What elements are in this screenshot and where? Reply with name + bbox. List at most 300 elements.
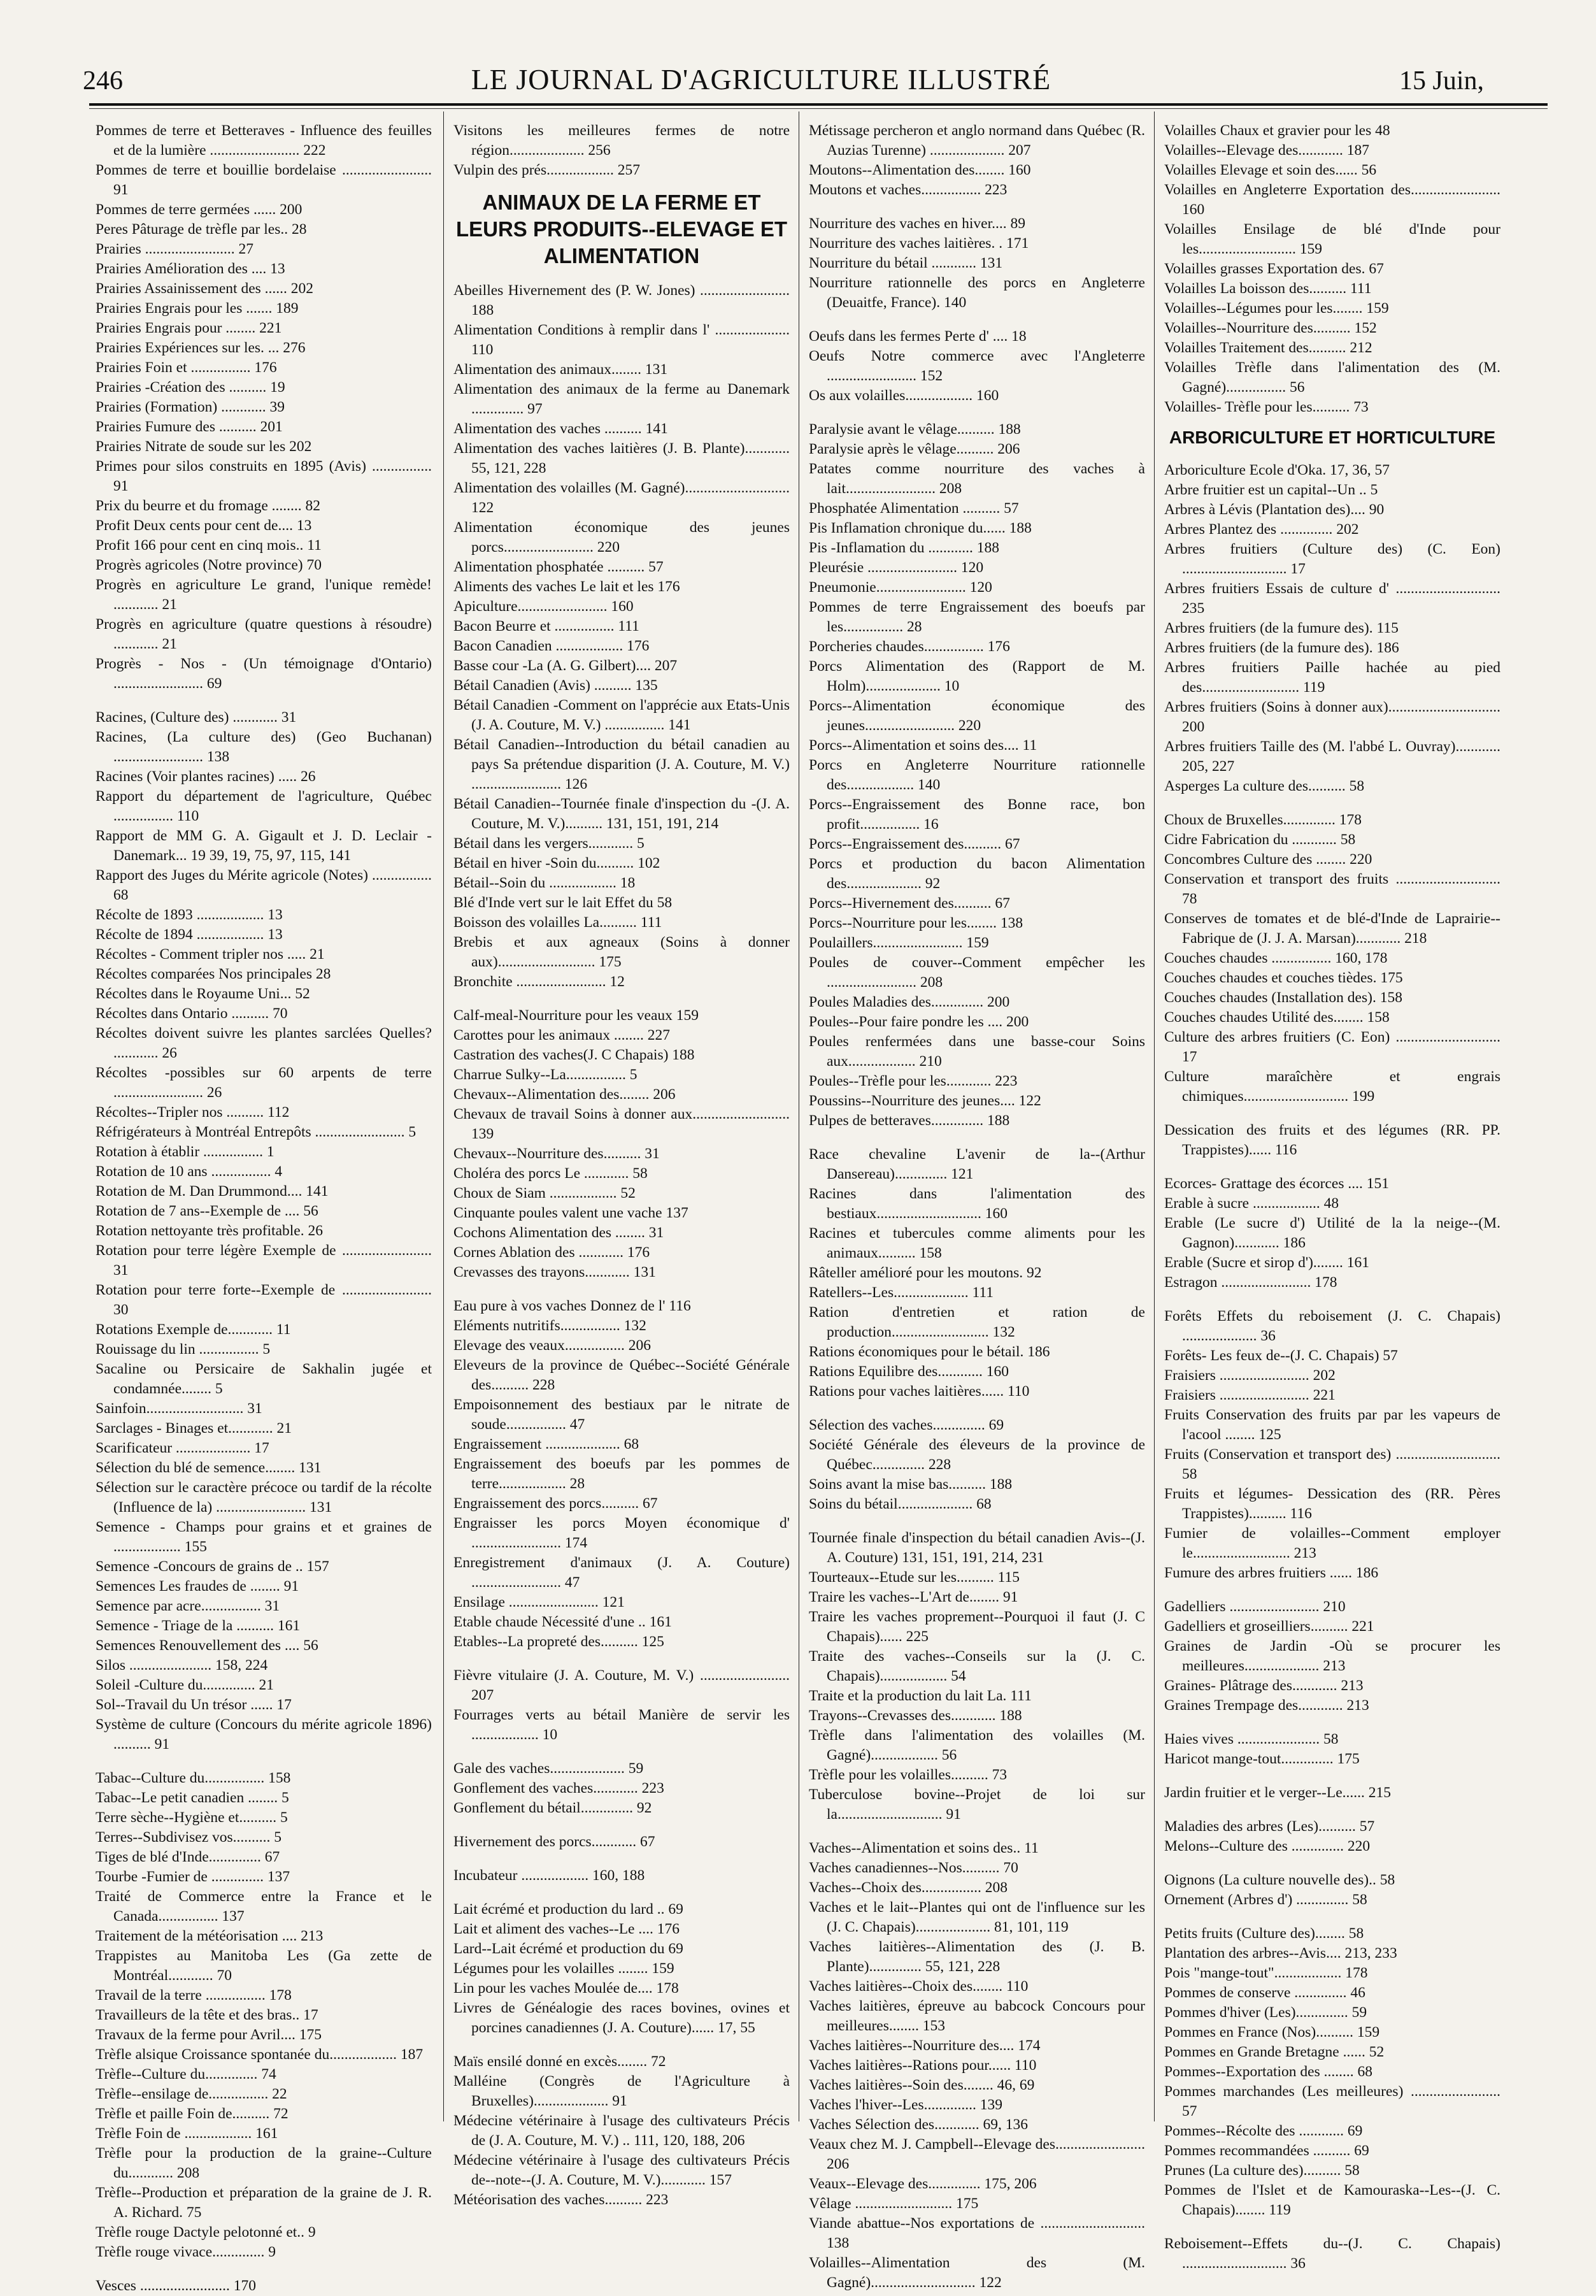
page-number: 246 (83, 66, 123, 96)
index-entry: Arbres Plantez des .............. 202 (1164, 521, 1359, 538)
index-entry: Engraisser les porcs Moyen économique d' ........................ 174 (453, 1515, 790, 1551)
section-spacer (1164, 1910, 1500, 1924)
index-entry: Prairies Expériences sur les. ... 276 (96, 340, 306, 356)
section-spacer (809, 1131, 1145, 1145)
index-entry: Trèfle et paille Foin de.......... 72 (96, 2106, 289, 2122)
index-entry: Rotation de M. Dan Drummond.... 141 (96, 1183, 329, 1200)
index-entry: Alimentation des vaches laitières (J. B. Plante)............ 55, 121, 228 (453, 440, 790, 477)
index-entry: Racines et tubercules comme aliments pour les animaux.......... 158 (809, 1225, 1145, 1261)
index-entry: Etable chaude Nécessité d'une .. 161 (453, 1614, 672, 1630)
index-entry: Cinquante poules valent une vache 137 (453, 1205, 688, 1221)
index-entry: Bacon Canadien .................. 176 (453, 638, 650, 654)
index-entry: Pommes de conserve .............. 46 (1164, 1984, 1365, 2001)
index-entry: Ecorces- Grattage des écorces .... 151 (1164, 1175, 1389, 1192)
index-entry: Profit 166 pour cent en cinq mois.. 11 (96, 537, 322, 554)
section-heading: ANIMAUX DE LA FERME ET LEURS PRODUITS--ELEVAGE ET ALIMENTATION (455, 190, 788, 268)
index-entry: Traire les vaches proprement--Pourquoi il faut (J. C Chapais)...... 225 (809, 1609, 1145, 1645)
index-entry: Pommes de terre et Betteraves - Influence des feuilles et de la lumière ........................ 222 (96, 122, 432, 159)
index-entry: Pommes de terre germées ...... 200 (96, 201, 303, 218)
index-entry: Récolte de 1894 .................. 13 (96, 926, 283, 943)
index-entry: Progrès agricoles (Notre province) 70 (96, 557, 322, 573)
index-entry: Crevasses des trayons............ 131 (453, 1264, 656, 1281)
index-entry: Rotation pour terre légère Exemple de ........................ 31 (96, 1242, 432, 1279)
index-entry: Rotation de 10 ans ................ 4 (96, 1163, 283, 1180)
index-entry: Rotations Exemple de............ 11 (96, 1321, 291, 1338)
index-entry: Incubateur .................. 160, 188 (453, 1867, 645, 1884)
index-entry: Traité de Commerce entre la France et le Canada................ 137 (96, 1888, 432, 1925)
index-entry: Semences Les fraudes de ........ 91 (96, 1578, 299, 1595)
index-entry: Engraissement des porcs.......... 67 (453, 1495, 658, 1512)
index-entry: Vaches laitières--Alimentation des (J. B. Plante).............. 55, 121, 228 (809, 1939, 1145, 1975)
index-entry: Forêts Effets du reboisement (J. C. Chapais) .................... 36 (1164, 1308, 1500, 1344)
index-entry: Sol--Travail du Un trésor ...... 17 (96, 1697, 292, 1713)
index-entry: Blé d'Inde vert sur le lait Effet du 58 (453, 894, 673, 911)
section-spacer (809, 1825, 1145, 1839)
index-entry: Fumure des arbres fruitiers ...... 186 (1164, 1565, 1379, 1581)
index-entry: Semence par acre................ 31 (96, 1598, 280, 1614)
section-spacer (1164, 1856, 1500, 1870)
index-entry: Alimentation des vaches .......... 141 (453, 420, 668, 437)
index-entry: Carottes pour les animaux ........ 227 (453, 1027, 671, 1044)
index-entry: Rotation de 7 ans--Exemple de .... 56 (96, 1203, 318, 1219)
index-entry: Paralysie avant le vêlage.......... 188 (809, 421, 1021, 438)
index-entry: Graines- Plâtrage des............ 213 (1164, 1677, 1364, 1694)
index-entry: Veaux chez M. J. Campbell--Elevage des........................ 206 (809, 2136, 1145, 2172)
index-entry: Fruits et légumes- Dessication des (RR. Pères Trappistes).......... 116 (1164, 1486, 1500, 1522)
index-entry: Choux de Bruxelles.............. 178 (1164, 812, 1362, 828)
index-entry: Légumes pour les volailles ........ 159 (453, 1960, 674, 1977)
index-entry: Porcs Alimentation des (Rapport de M. Holm).................... 10 (809, 658, 1145, 694)
index-entry: Alimentation des animaux de la ferme au Danemark .............. 97 (453, 381, 790, 417)
index-entry: Viande abattue--Nos exportations de ............................ 138 (809, 2215, 1145, 2251)
index-entry: Rations pour vaches laitières...... 110 (809, 1383, 1030, 1400)
index-entry: Oeufs Notre commerce avec l'Angleterre ........................ 152 (809, 348, 1145, 384)
index-entry: Haricot mange-tout.............. 175 (1164, 1751, 1360, 1767)
index-entry: Bétail dans les vergers............ 5 (453, 835, 645, 852)
index-entry: Semence - Triage de la .......... 161 (96, 1618, 301, 1634)
index-entry: Vêlage .......................... 175 (809, 2195, 979, 2212)
index-entry: Arbres fruitiers (de la fumure des). 186 (1164, 640, 1399, 656)
index-entry: Vaches et le lait--Plantes qui ont de l'influence sur les (J. C. Chapais).................... 81, 101, 119 (809, 1899, 1145, 1935)
index-entry: Volailles Chaux et gravier pour les 48 (1164, 122, 1390, 139)
index-entry: Sélection des vaches.............. 69 (809, 1417, 1004, 1433)
index-entry: Fruits Conservation des fruits par par les vapeurs de l'acool ........ 125 (1164, 1407, 1500, 1443)
index-entry: Os aux volailles.................. 160 (809, 387, 999, 404)
index-entry: Alimentation des animaux........ 131 (453, 361, 668, 378)
index-entry: Estragon ........................ 178 (1164, 1274, 1337, 1291)
index-entry: Rapport des Juges du Mérite agricole (Notes) ................ 68 (96, 867, 432, 903)
section-spacer (1164, 1803, 1500, 1817)
index-entry: Récoltes - Comment tripler nos ..... 21 (96, 946, 325, 963)
index-entry: Couches chaudes ................ 160, 178 (1164, 950, 1388, 966)
index-entry: Prairies Nitrate de soude sur les 202 (96, 438, 312, 455)
index-entry: Pommes--Récolte des ............ 69 (1164, 2123, 1363, 2139)
section-spacer (96, 2262, 432, 2276)
index-entry: Rations économiques pour le bétail. 186 (809, 1344, 1050, 1360)
index-entry: Eau pure à vos vaches Donnez de l' 116 (453, 1298, 691, 1314)
column-divider (443, 111, 444, 2121)
index-entry: Primes pour silos construits en 1895 (Avis) ................ 91 (96, 458, 432, 494)
index-entry: Nourriture des vaches laitières. . 171 (809, 235, 1029, 252)
section-spacer (1164, 1583, 1500, 1597)
index-entry: Progrès en agriculture Le grand, l'unique remède! ............ 21 (96, 577, 432, 613)
index-entry: Gadelliers et groseilliers.......... 221 (1164, 1618, 1374, 1635)
index-entry: Paralysie après le vêlage.......... 206 (809, 441, 1020, 457)
index-entry: Semences Renouvellement des .... 56 (96, 1637, 318, 1654)
index-entry: Vaches--Choix des................ 208 (809, 1879, 1008, 1896)
section-spacer (1164, 1716, 1500, 1730)
index-entry: Volailles Ensilage de blé d'Inde pour les.......................... 159 (1164, 221, 1500, 257)
index-entry: Médecine vétérinaire à l'usage des cultivateurs Précis de (J. A. Couture, M. V.) .. 111, 120, 188, 206 (453, 2113, 790, 2149)
index-entry: Phosphatée Alimentation .......... 57 (809, 500, 1019, 517)
index-entry: Trèfle Foin de .................. 161 (96, 2125, 278, 2142)
index-entry: Volailles--Alimentation des (M. Gagné)............................ 122 (809, 2255, 1145, 2291)
index-entry: Tiges de blé d'Inde.............. 67 (96, 1849, 280, 1865)
index-entry: Arbres fruitiers Paille hachée au pied des.......................... 119 (1164, 659, 1500, 696)
section-spacer (809, 1402, 1145, 1416)
index-entry: Trèfle--Production et préparation de la graine de J. R. A. Richard. 75 (96, 2185, 432, 2221)
index-entry: Forêts- Les feux de--(J. C. Chapais) 57 (1164, 1347, 1398, 1364)
index-entry: Basse cour -La (A. G. Gilbert).... 207 (453, 657, 678, 674)
index-entry: Prairies Assainissement des ...... 202 (96, 280, 314, 297)
index-entry: Poulaillers........................ 159 (809, 935, 989, 951)
index-entry: Récoltes doivent suivre les plantes sarclées Quelles? ............ 26 (96, 1025, 432, 1061)
index-entry: Visitons les meilleures fermes de notre région.................... 256 (453, 122, 790, 159)
index-entry: Couches chaudes et couches tièdes. 175 (1164, 970, 1403, 986)
index-entry: Pommes de terre Engraissement des boeufs par les................ 28 (809, 599, 1145, 635)
index-entry: Sacaline ou Persicaire de Sakhalin jugée et condamnée........ 5 (96, 1361, 432, 1397)
index-entry: Fraisiers ........................ 221 (1164, 1387, 1336, 1403)
index-entry: Arbres fruitiers (Culture des) (C. Eon) ............................ 17 (1164, 541, 1500, 577)
index-entry: Tuberculose bovine--Projet de loi sur la............................ 91 (809, 1786, 1145, 1823)
index-entry: Poules Maladies des.............. 200 (809, 994, 1010, 1010)
index-entry: Pneumonie........................ 120 (809, 579, 992, 596)
index-entry: Bétail en hiver -Soin du.......... 102 (453, 855, 660, 872)
index-entry: Aliments des vaches Le lait et les 176 (453, 578, 680, 595)
index-entry: Sainfoin.......................... 31 (96, 1400, 262, 1417)
index-entry: Bétail--Soin du .................. 18 (453, 875, 636, 891)
index-entry: Silos ...................... 158, 224 (96, 1657, 268, 1674)
section-spacer (96, 694, 432, 708)
index-entry: Sélection sur le caractère précoce ou tardif de la récolte (Influence de la) ........................ 131 (96, 1479, 432, 1516)
index-entry: Soins avant la mise bas.......... 188 (809, 1476, 1013, 1493)
index-entry: Haies vives ...................... 58 (1164, 1731, 1339, 1747)
section-spacer (809, 200, 1145, 214)
index-entry: Jardin fruitier et le verger--Le...... 215 (1164, 1784, 1392, 1801)
index-entry: Lait et aliment des vaches--Le .... 176 (453, 1921, 680, 1937)
index-entry: Racines (Voir plantes racines) ..... 26 (96, 768, 316, 785)
index-entry: Trèfle--Culture du.............. 74 (96, 2066, 276, 2083)
index-entry: Lard--Lait écrémé et production du 69 (453, 1941, 683, 1957)
section-spacer (1164, 1293, 1500, 1307)
index-entry: Pommes en Grande Bretagne ...... 52 (1164, 2044, 1385, 2060)
index-entry: Rations Equilibre des............ 160 (809, 1363, 1009, 1380)
index-entry: Pommes--Exportation des ........ 68 (1164, 2063, 1373, 2080)
index-entry: Petits fruits (Culture des)........ 58 (1164, 1925, 1364, 1942)
index-entry: Poules de couver--Comment empêcher les ........................ 208 (809, 954, 1145, 991)
index-entry: Arbres fruitiers Essais de culture d' ............................ 235 (1164, 580, 1500, 617)
section-heading: ARBORICULTURE ET HORTICULTURE (1169, 427, 1496, 447)
index-entry: Société Générale des éleveurs de la province de Québec.............. 228 (809, 1437, 1145, 1473)
journal-title: LE JOURNAL D'AGRICULTURE ILLUSTRÉ (471, 63, 1051, 96)
index-entry: Nourriture du bétail ............ 131 (809, 255, 1003, 271)
index-entry: Prairies Fumure des .......... 201 (96, 419, 283, 435)
index-entry: Poules renfermées dans une basse-cour Soins aux.................. 210 (809, 1033, 1145, 1070)
index-entry: Arboriculture Ecole d'Oka. 17, 36, 57 (1164, 462, 1390, 478)
index-entry: Bronchite ........................ 12 (453, 973, 625, 990)
index-entry: Trèfle--ensilage de................ 22 (96, 2086, 287, 2102)
index-entry: Tabac--Le petit canadien ........ 5 (96, 1790, 289, 1806)
index-entry: Peres Pâturage de trèfle par les.. 28 (96, 221, 307, 238)
index-entry: Volailles en Angleterre Exportation des........................ 160 (1164, 182, 1500, 218)
index-entry: Lait écrémé et production du lard .. 69 (453, 1901, 683, 1918)
index-entry: Engraissement des boeufs par les pommes de terre.................. 28 (453, 1456, 790, 1492)
index-entry: Bétail Canadien--Introduction du bétail canadien au pays Sa prétendue disparition (J. A. Couture, M. V.) ........................ 126 (453, 736, 790, 793)
index-entry: Tourteaux--Etude sur les.......... 115 (809, 1569, 1020, 1586)
index-entry: Récolte de 1893 .................. 13 (96, 907, 283, 923)
index-entry: Tourbe -Fumier de .............. 137 (96, 1869, 290, 1885)
index-entry: Ratellers--Les.................... 111 (809, 1284, 994, 1301)
index-entry: Récoltes dans le Royaume Uni... 52 (96, 986, 310, 1002)
index-entry: Livres de Généalogie des races bovines, ovines et porcines canadiennes (J. A. Couture)...... 17, 55 (453, 2000, 790, 2036)
index-entry: Porcs--Hivernement des.......... 67 (809, 895, 1010, 912)
index-entry: Semence - Champs pour grains et et graines de .................. 155 (96, 1519, 432, 1555)
index-entry: Bétail Canadien -Comment on l'apprécie aux Etats-Unis (J. A. Couture, M. V.) ................ 141 (453, 697, 790, 733)
index-entry: Asperges La culture des.......... 58 (1164, 778, 1365, 794)
index-entry: Fraisiers ........................ 202 (1164, 1367, 1336, 1384)
section-spacer (1164, 1160, 1500, 1174)
index-entry: Scarificateur .................... 17 (96, 1440, 269, 1456)
index-entry: Etables--La propreté des.......... 125 (453, 1633, 664, 1650)
index-entry: Volailles grasses Exportation des. 67 (1164, 261, 1384, 277)
index-entry: Pommes d'hiver (Les).............. 59 (1164, 2004, 1367, 2021)
index-entry: Prairies Engrais pour ........ 221 (96, 320, 282, 336)
index-entry: Pommes recommandées .......... 69 (1164, 2142, 1369, 2159)
index-entry: Poules--Trèfle pour les............ 223 (809, 1073, 1018, 1089)
index-entry: Cochons Alimentation des ........ 31 (453, 1224, 664, 1241)
index-entry: Alimentation phosphatée .......... 57 (453, 559, 664, 575)
index-entry: Météorisation des vaches.......... 223 (453, 2192, 669, 2208)
section-spacer (809, 406, 1145, 420)
index-entry: Gale des vaches.................... 59 (453, 1760, 644, 1777)
index-entry: Progrès en agriculture (quatre questions à résoudre) ............ 21 (96, 616, 432, 652)
index-entry: Bacon Beurre et ................ 111 (453, 618, 639, 635)
index-entry: Traite et la production du lait La. 111 (809, 1688, 1032, 1704)
index-entry: Porcs--Nourriture pour les........ 138 (809, 915, 1023, 931)
index-entry: Arbres à Lévis (Plantation des).... 90 (1164, 501, 1385, 518)
index-entry: Vaches laitières--Soin des........ 46, 69 (809, 2077, 1035, 2093)
index-entry: Porcs--Alimentation économique des jeunes........................ 220 (809, 698, 1145, 734)
index-entry: Nourriture des vaches en hiver.... 89 (809, 215, 1025, 232)
index-entry: Alimentation des volailles (M. Gagné)............................ 122 (453, 480, 790, 516)
index-entry: Récoltes dans Ontario .......... 70 (96, 1005, 288, 1022)
index-entry: Râteller amélioré pour les moutons. 92 (809, 1265, 1042, 1281)
index-entry: Poules--Pour faire pondre les .... 200 (809, 1014, 1029, 1030)
index-entry: Maladies des arbres (Les).......... 57 (1164, 1818, 1375, 1835)
index-entry: Charrue Sulky--La................ 5 (453, 1066, 638, 1083)
index-entry: Moutons et vaches................ 223 (809, 182, 1008, 198)
index-entry: Fourrages verts au bétail Manière de servir les .................. 10 (453, 1707, 790, 1743)
index-column-1 (96, 121, 432, 2294)
index-entry: Récoltes--Tripler nos .......... 112 (96, 1104, 290, 1121)
index-entry: Choux de Siam .................. 52 (453, 1185, 636, 1202)
section-spacer (453, 1818, 790, 1832)
section-spacer (453, 1852, 790, 1866)
index-entry: Volailles--Nourriture des.......... 152 (1164, 320, 1377, 336)
index-entry: Trèfle rouge Dactyle pelotonné et.. 9 (96, 2224, 316, 2241)
index-entry: Sarclages - Binages et............ 21 (96, 1420, 292, 1437)
index-entry: Trèfle alsique Croissance spontanée du.................. 187 (96, 2046, 424, 2063)
index-entry: Apiculture........................ 160 (453, 598, 634, 615)
index-entry: Travaux de la ferme pour Avril.... 175 (96, 2027, 322, 2043)
index-entry: Pommes de terre et bouillie bordelaise ........................ 91 (96, 162, 432, 198)
index-entry: Gadelliers ........................ 210 (1164, 1598, 1346, 1615)
index-entry: Trèfle pour la production de la graine--Culture du............ 208 (96, 2145, 432, 2181)
index-entry: Pis Inflamation chronique du...... 188 (809, 520, 1032, 536)
index-entry: Fièvre vitulaire (J. A. Couture, M. V.) ........................ 207 (453, 1667, 790, 1704)
index-entry: Arbres fruitiers (de la fumure des). 115 (1164, 620, 1399, 636)
index-entry: Elevage des veaux................ 206 (453, 1337, 651, 1354)
index-entry: Alimentation économique des jeunes porcs........................ 220 (453, 519, 790, 556)
section-spacer (809, 313, 1145, 327)
index-entry: Volailles Trèfle dans l'alimentation des (M. Gagné)................ 56 (1164, 359, 1500, 396)
index-entry: Alimentation Conditions à remplir dans l' .................... 110 (453, 322, 790, 358)
index-entry: Volailles--Elevage des............ 187 (1164, 142, 1369, 159)
index-entry: Vesces ........................ 170 (96, 2278, 256, 2294)
index-entry: Couches chaudes (Installation des). 158 (1164, 989, 1402, 1006)
index-entry: Culture maraîchère et engrais chimiques............................ 199 (1164, 1068, 1500, 1105)
index-entry: Traire les vaches--L'Art de........ 91 (809, 1589, 1018, 1605)
index-entry: Graines Trempage des............ 213 (1164, 1697, 1369, 1714)
index-entry: Porcs et production du bacon Alimentation des.................... 92 (809, 856, 1145, 892)
index-entry: Rotation à établir ................ 1 (96, 1144, 274, 1160)
index-entry: Boisson des volailles La.......... 111 (453, 914, 662, 931)
column-divider (1154, 111, 1155, 2121)
section-spacer (96, 1754, 432, 1769)
index-entry: Récoltes -possibles sur 60 arpents de terre ........................ 26 (96, 1065, 432, 1101)
index-entry: Profit Deux cents pour cent de.... 13 (96, 517, 312, 534)
index-entry: Pommes marchandes (Les meilleures) ........................ 57 (1164, 2083, 1500, 2120)
index-entry: Vulpin des prés.................. 257 (453, 162, 640, 178)
index-entry: Vaches l'hiver--Les.............. 139 (809, 2097, 1002, 2113)
index-entry: Couches chaudes Utilité des........ 158 (1164, 1009, 1390, 1026)
index-entry: Porcs--Engraissement des.......... 67 (809, 836, 1020, 852)
index-entry: Veaux--Elevage des.............. 175, 206 (809, 2176, 1037, 2192)
index-entry: Reboisement--Effets du--(J. C. Chapais) ............................ 36 (1164, 2235, 1500, 2272)
index-entry: Vaches--Alimentation et soins des.. 11 (809, 1840, 1039, 1856)
index-entry: Brebis et aux agneaux (Soins à donner aux).......................... 175 (453, 934, 790, 970)
index-entry: Poussins--Nourriture des jeunes.... 122 (809, 1093, 1041, 1109)
index-entry: Volailles La boisson des.......... 111 (1164, 280, 1372, 297)
index-entry: Castration des vaches(J. C Chapais) 188 (453, 1047, 695, 1063)
index-entry: Rouissage du lin ................ 5 (96, 1341, 271, 1358)
index-entry: Culture des arbres fruitiers (C. Eon) ............................ 17 (1164, 1029, 1500, 1065)
index-entry: Ornement (Arbres d') .............. 58 (1164, 1891, 1367, 1908)
index-entry: Système de culture (Concours du mérite agricole 1896) .......... 91 (96, 1716, 432, 1753)
index-entry: Volailles Elevage et soin des...... 56 (1164, 162, 1377, 178)
issue-date: 15 Juin, (1399, 66, 1484, 96)
index-entry: Arbre fruitier est un capital--Un .. 5 (1164, 482, 1378, 498)
index-entry: Plantation des arbres--Avis.... 213, 233 (1164, 1945, 1397, 1962)
index-entry: Vaches laitières--Choix des........ 110 (809, 1978, 1029, 1995)
index-entry: Réfrigérateurs à Montréal Entrepôts ........................ 5 (96, 1124, 417, 1140)
index-entry: Porcs--Engraissement des Bonne race, bon profit................ 16 (809, 796, 1145, 833)
index-entry: Soins du bétail.................... 68 (809, 1496, 992, 1512)
index-entry: Oignons (La culture nouvelle des).. 58 (1164, 1872, 1395, 1888)
index-entry: Malléine (Congrès de l'Agriculture à Bruxelles).................... 91 (453, 2073, 790, 2109)
index-entry: Graines de Jardin -Où se procurer les meilleures.................... 213 (1164, 1638, 1500, 1674)
index-entry: Conservation et transport des fruits ............................ 78 (1164, 871, 1500, 907)
index-entry: Métissage percheron et anglo normand dans Québec (R. Auzias Turenne) .................... 207 (809, 122, 1145, 159)
section-spacer (453, 2038, 790, 2052)
section-spacer (453, 1282, 790, 1296)
index-entry: Vaches laitières--Nourriture des.... 174 (809, 2037, 1041, 2054)
section-spacer (453, 1652, 790, 1666)
index-entry: Vaches canadiennes--Nos.......... 70 (809, 1860, 1018, 1876)
index-entry: Melons--Culture des .............. 220 (1164, 1838, 1371, 1855)
index-entry: Volailles- Trèfle pour les.......... 73 (1164, 399, 1369, 415)
index-entry: Traite des vaches--Conseils sur la (J. C. Chapais).................. 54 (809, 1648, 1145, 1684)
index-entry: Pleurésie ........................ 120 (809, 559, 984, 576)
index-entry: Race chevaline L'avenir de la--(Arthur Dansereau).............. 121 (809, 1146, 1145, 1182)
index-entry: Maïs ensilé donné en excès........ 72 (453, 2053, 666, 2070)
index-entry: Volailles--Légumes pour les........ 159 (1164, 300, 1389, 317)
header-rule-thin (89, 108, 1548, 109)
section-spacer (1164, 1769, 1500, 1783)
index-column-2 (453, 121, 790, 2208)
index-entry: Progrès - Nos - (Un témoignage d'Ontario) ........................ 69 (96, 656, 432, 692)
index-entry: Prairies Amélioration des .... 13 (96, 261, 285, 277)
index-entry: Ration d'entretien et ration de production.......................... 132 (809, 1304, 1145, 1340)
index-entry: Fruits (Conservation et transport des) ............................ 58 (1164, 1446, 1500, 1482)
index-entry: Engraissement .................... 68 (453, 1436, 639, 1453)
running-header (83, 62, 1484, 101)
index-entry: Eléments nutritifs................ 132 (453, 1317, 646, 1334)
index-column-4 (1164, 121, 1500, 2272)
index-entry: Médecine vétérinaire à l'usage des cultivateurs Précis de--note--(J. A. Couture, M. V.)............ 157 (453, 2152, 790, 2188)
index-entry: Fumier de volailles--Comment employer le.......................... 213 (1164, 1525, 1500, 1561)
index-entry: Lin pour les vaches Moulée de.... 178 (453, 1980, 679, 1997)
index-entry: Pis -Inflamation du ............ 188 (809, 540, 999, 556)
index-entry: Prairies (Formation) ............ 39 (96, 399, 285, 415)
index-entry: Chevaux de travail Soins à donner aux.......................... 139 (453, 1106, 790, 1142)
index-entry: Hivernement des porcs............ 67 (453, 1833, 655, 1850)
section-spacer (453, 1886, 790, 1900)
index-entry: Arbres fruitiers (Soins à donner aux).............................. 200 (1164, 699, 1500, 735)
index-entry: Soleil -Culture du.............. 21 (96, 1677, 274, 1693)
section-spacer (453, 1745, 790, 1759)
index-entry: Erable (Sucre et sirop d')........ 161 (1164, 1254, 1370, 1271)
index-entry: Bétail Canadien--Tournée finale d'inspection du -(J. A. Couture, M. V.).......... 131, 151, 191, 214 (453, 796, 790, 832)
index-entry: Erable à sucre .................. 48 (1164, 1195, 1339, 1212)
index-entry: Prunes (La culture des).......... 58 (1164, 2162, 1360, 2179)
index-entry: Tournée finale d'inspection du bétail canadien Avis--(J. A. Couture) 131, 151, 191, 214, 231 (809, 1530, 1145, 1566)
index-entry: Pommes de l'Islet et de Kamouraska--Les--(J. C. Chapais)........ 119 (1164, 2182, 1500, 2218)
index-entry: Enregistrement d'animaux (J. A. Couture) ........................ 47 (453, 1554, 790, 1591)
index-entry: Rotation pour terre forte--Exemple de ........................ 30 (96, 1282, 432, 1318)
header-rule (89, 103, 1548, 106)
index-entry: Abeilles Hivernement des (P. W. Jones) ........................ 188 (453, 282, 790, 319)
index-entry: Volailles Traitement des.......... 212 (1164, 340, 1372, 356)
index-entry: Trayons--Crevasses des............ 188 (809, 1707, 1022, 1724)
index-entry: Prairies ........................ 27 (96, 241, 254, 257)
index-entry: Récoltes comparées Nos principales 28 (96, 966, 331, 982)
index-entry: Racines dans l'alimentation des bestiaux............................ 160 (809, 1186, 1145, 1222)
index-entry: Tabac--Culture du................ 158 (96, 1770, 291, 1786)
index-entry: Porcs--Alimentation et soins des.... 11 (809, 737, 1037, 754)
index-entry: Bétail Canadien (Avis) .......... 135 (453, 677, 658, 694)
index-entry: Conserves de tomates et de blé-d'Inde de Laprairie--Fabrique de (J. J. A. Marsan)............ 218 (1164, 910, 1500, 947)
